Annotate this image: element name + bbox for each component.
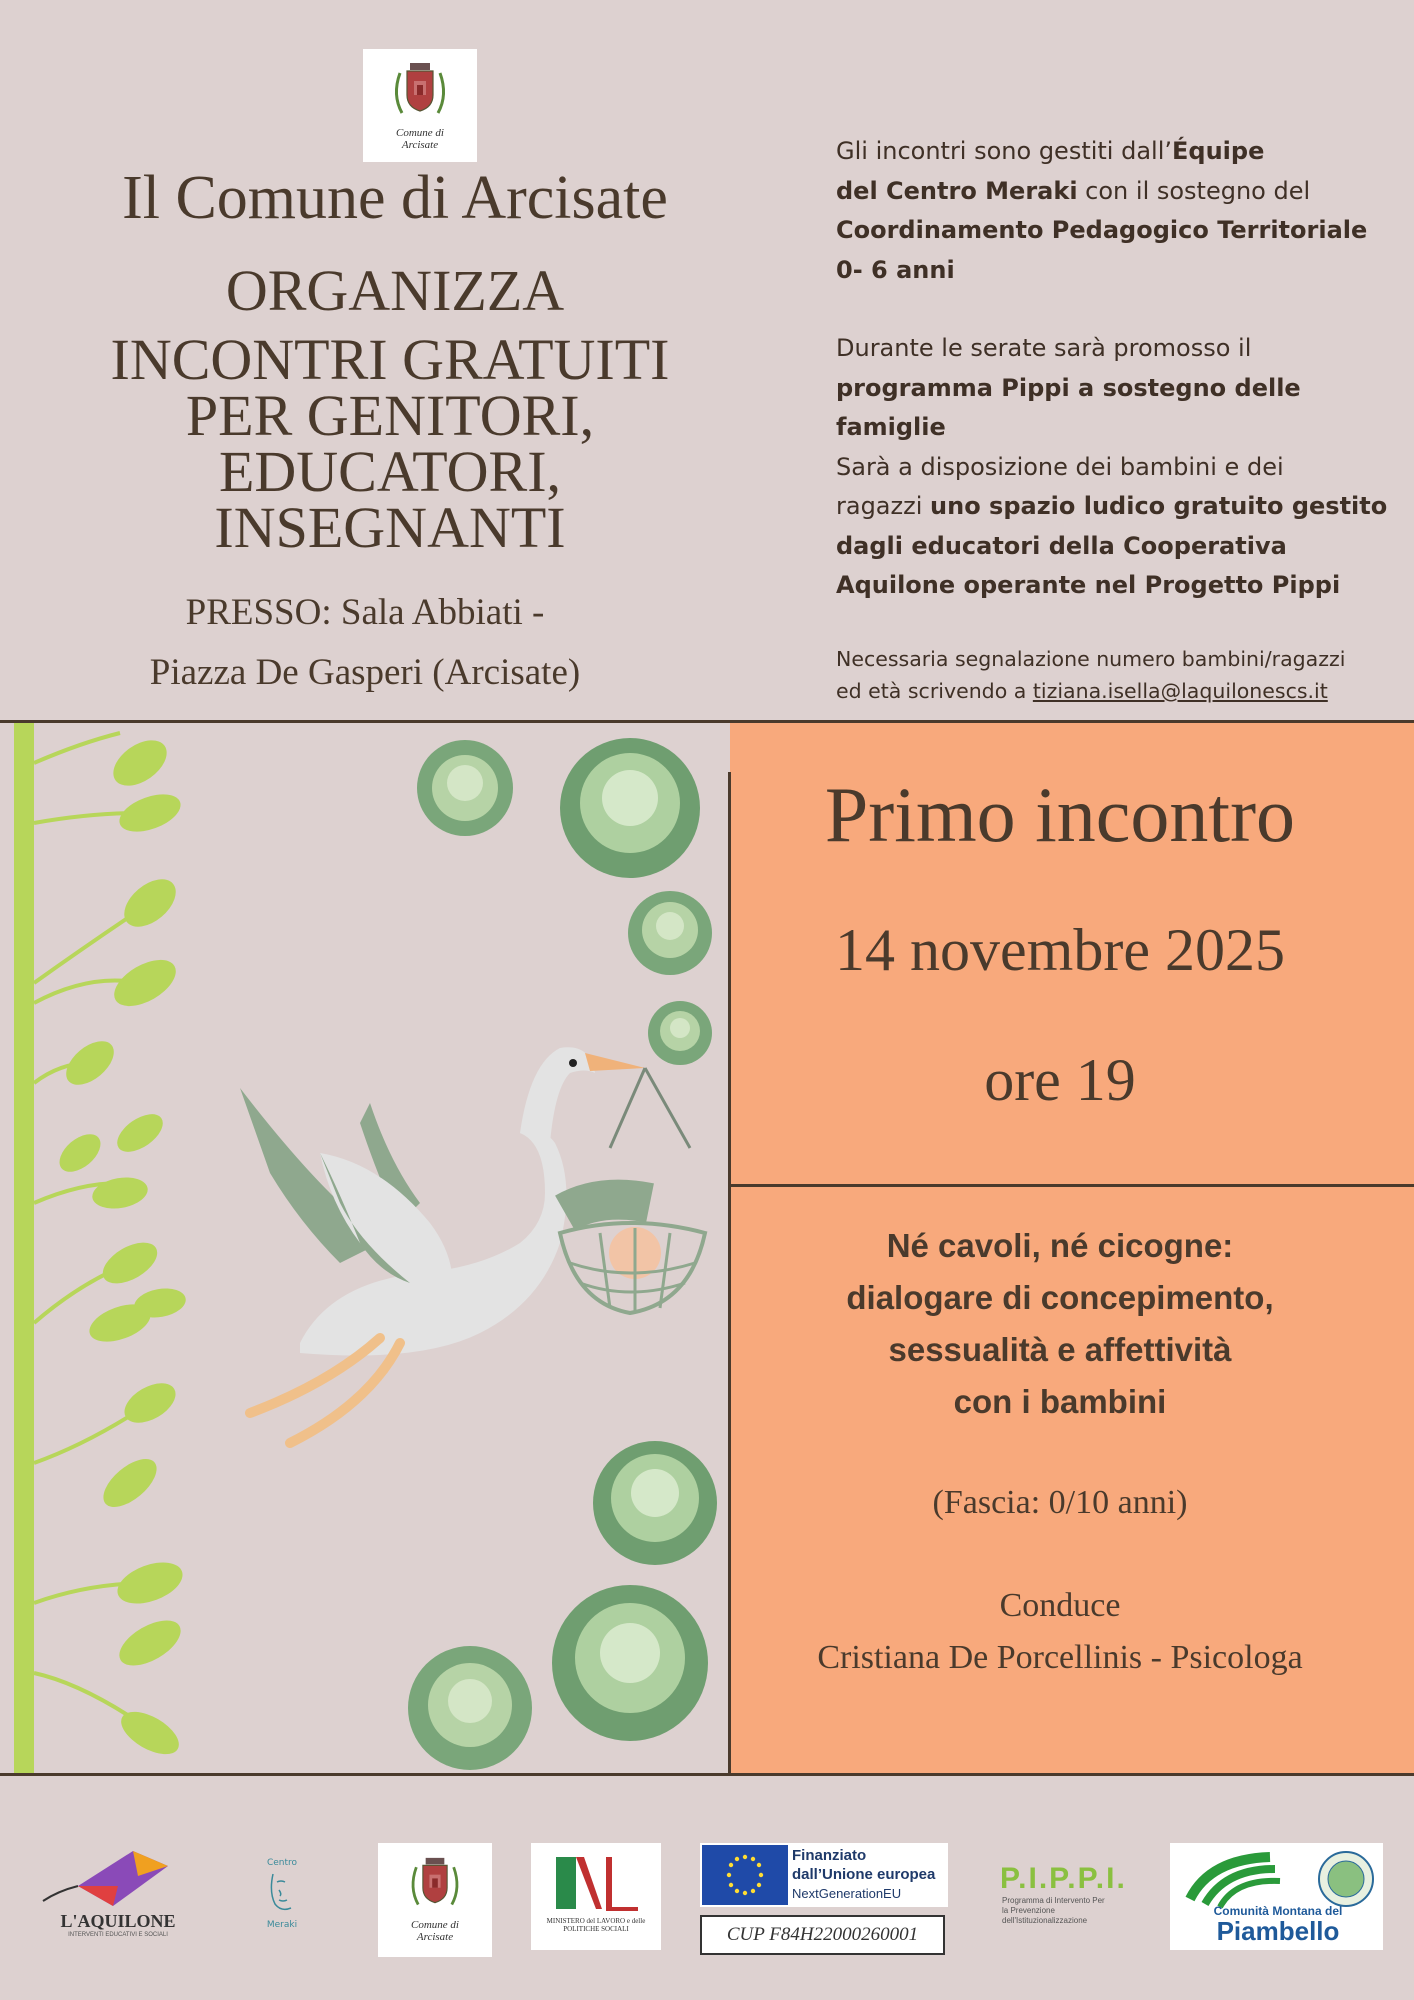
info-text: con il sostegno del <box>1077 176 1311 205</box>
ministero-text: MINISTERO del LAVORO e delle POLITICHE SOCIALI <box>546 1917 646 1933</box>
piambello-logo <box>1170 1843 1383 1950</box>
comune-title: Il Comune di Arcisate <box>122 164 668 232</box>
info-bold: famiglie <box>836 413 946 441</box>
topic-line: sessualità e affettività <box>888 1331 1232 1368</box>
event-topic <box>730 1220 1390 1428</box>
crest-caption: Comune di Arcisate <box>396 127 444 151</box>
cup-code: CUP F84H22000260001 <box>700 1915 945 1955</box>
cabbage-icon <box>648 1001 712 1065</box>
cabbage-icon <box>408 1646 532 1770</box>
aquilone-subtitle: INTERVENTI EDUCATIVI E SOCIALI <box>68 1932 168 1938</box>
venue-line-2: Piazza De Gasperi (Arcisate) <box>149 652 581 693</box>
eu-funding-text <box>792 1846 948 1903</box>
pippi-subtitle: Programma di Intervento Per la Prevenzione dell'Istituzionalizzazione <box>1002 1896 1105 1925</box>
info-text: ragazzi <box>836 492 931 520</box>
vine-leaves <box>34 731 188 1763</box>
speaker-label: Conduce <box>999 1587 1121 1624</box>
vine-stem <box>14 723 34 1773</box>
piambello-swoosh-icon <box>1180 1849 1290 1909</box>
cabbage-icon <box>417 740 513 836</box>
crest-icon <box>390 55 450 127</box>
event-title: Primo incontro <box>824 771 1296 858</box>
comune-crest-logo <box>363 49 477 162</box>
meraki-top-text: Centro <box>266 1858 298 1868</box>
venue-line-1: PRESSO: Sala Abbiati - <box>185 592 545 633</box>
meraki-bottom-text: Meraki <box>266 1920 298 1930</box>
cabbage-icon <box>628 891 712 975</box>
info-paragraph-1 <box>836 132 1406 290</box>
comune-footer-logo <box>378 1843 492 1957</box>
info-text: Sarà a disposizione dei bambini e dei <box>836 452 1284 481</box>
info-bold: programma Pippi a sostegno delle <box>836 373 1301 402</box>
age-range: (Fascia: 0/10 anni) <box>932 1484 1188 1521</box>
speaker <box>730 1580 1390 1684</box>
info-bold: 0- 6 anni <box>836 255 955 284</box>
event-time: ore 19 <box>984 1047 1136 1113</box>
info-bold: Équipe <box>1172 137 1265 165</box>
cabbage-icon <box>552 1585 708 1741</box>
eu-flag-icon <box>702 1845 788 1905</box>
face-icon <box>265 1868 299 1916</box>
venue <box>60 583 670 703</box>
divider-bottom <box>0 1773 1414 1776</box>
incontri-line: PER GENITORI, <box>185 383 595 448</box>
crest-caption: Comune di Arcisate <box>411 1919 459 1943</box>
incontri-line: INSEGNANTI <box>214 495 566 560</box>
eu-line-1: Finanziato <box>792 1847 867 1864</box>
aquilone-name: L'AQUILONE <box>60 1911 176 1931</box>
incontri-line: INCONTRI GRATUITI <box>110 327 670 392</box>
info-bold: Aquilone operante nel Progetto Pippi <box>836 571 1341 599</box>
aquilone-logo <box>38 1846 178 1946</box>
piambello-line-1-text: Comunità <box>1213 1904 1269 1918</box>
info-block <box>836 132 1406 606</box>
stork-icon <box>240 1047 705 1443</box>
cabbage-icon <box>593 1441 717 1565</box>
event-date: 14 novembre 2025 <box>835 917 1285 983</box>
ministero-logo <box>531 1843 661 1950</box>
topic-line: con i bambini <box>953 1383 1167 1420</box>
stork-illustration <box>0 723 730 1773</box>
info-text: Durante le serate sarà promosso il <box>836 334 1252 362</box>
speaker-name: Cristiana De Porcellinis - Psicologa <box>817 1639 1303 1676</box>
meraki-logo <box>258 1858 306 1948</box>
piambello-line-3: Piambello <box>1216 1916 1340 1946</box>
piambello-seal-icon <box>1316 1849 1376 1909</box>
info-bold: dagli educatori della Cooperativa <box>836 531 1287 560</box>
info-bold: Coordinamento Pedagogico Territoriale <box>836 216 1368 244</box>
info-text: Gli incontri sono gestiti dall’ <box>836 137 1173 165</box>
piambello-line-2-text: Montana del <box>1272 1904 1343 1918</box>
eu-line-3: NextGenerationEU <box>792 1886 902 1901</box>
kite-icon <box>38 1846 178 1906</box>
incontri-heading <box>40 327 740 560</box>
crest-icon <box>407 1849 463 1919</box>
organizza-heading: ORGANIZZA <box>225 258 565 323</box>
registration-note <box>836 643 1406 707</box>
topic-line: Né cavoli, né cicogne: <box>886 1227 1234 1264</box>
note-text: ed età scrivendo a <box>836 679 1033 703</box>
incontri-line: EDUCATORI, <box>218 439 562 504</box>
info-bold: del Centro Meraki <box>836 176 1078 205</box>
eu-line-2: dall’Unione europea <box>792 1866 936 1883</box>
pippi-logo <box>1000 1862 1127 1952</box>
piambello-text <box>1178 1905 1378 1945</box>
email-link[interactable]: tiziana.isella@laquilonescs.it <box>1032 679 1328 703</box>
info-paragraph-2 <box>836 329 1406 606</box>
info-bold: uno spazio ludico gratuito gestito <box>930 492 1388 520</box>
topic-line: dialogare di concepimento, <box>846 1279 1274 1316</box>
ministry-ml-icon <box>546 1849 646 1917</box>
note-line-2 <box>836 675 1406 707</box>
pippi-name: P.I.P.P.I. <box>1000 1862 1127 1895</box>
cabbage-icon <box>560 738 700 878</box>
note-line-1: Necessaria segnalazione numero bambini/ragazzi <box>836 647 1346 671</box>
